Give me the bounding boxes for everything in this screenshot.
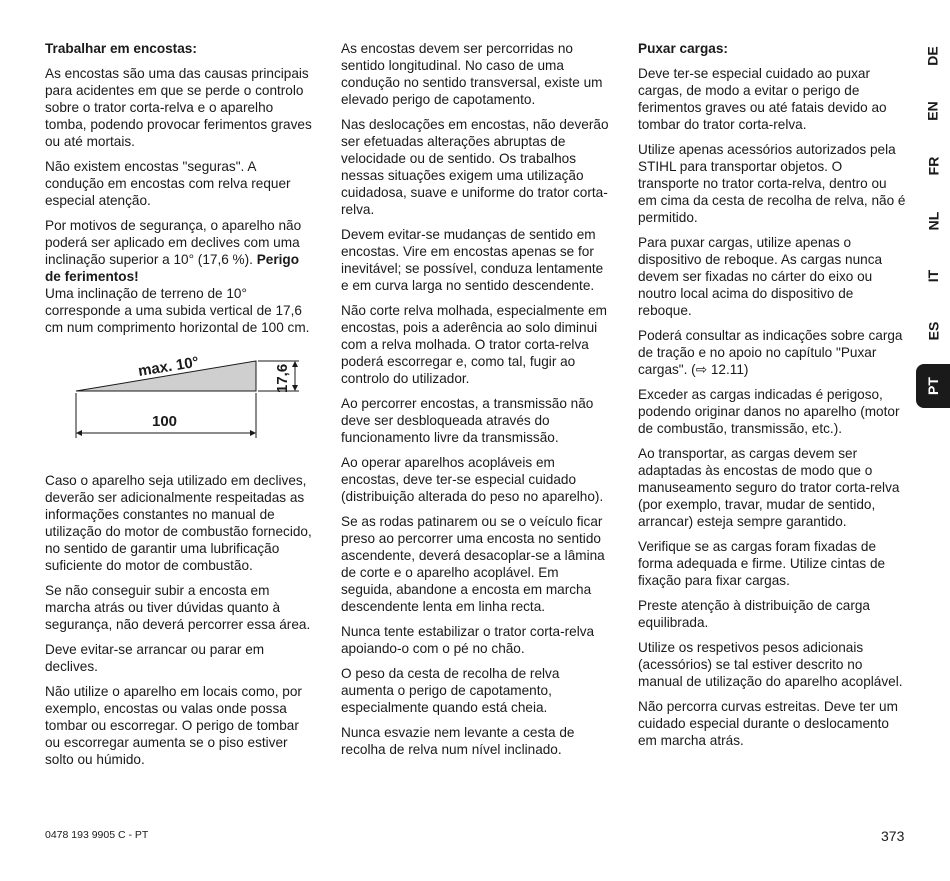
height-arrow-down	[292, 385, 298, 391]
paragraph: Se as rodas patinarem ou se o veículo ficar preso ao percorrer uma encosta no sentido ascendente, deverá desacoplar-se a lâmina de corte e o aparelho acoplável. Em seguida, abandone a encosta em marcha descendente lenta em linha recta.	[341, 514, 605, 614]
paragraph	[45, 217, 313, 285]
paragraph: Não existem encostas "seguras". A condução em encostas com relva requer especial atenção.	[45, 159, 291, 208]
paragraph: Exceder as cargas indicadas é perigoso, podendo originar danos no aparelho (motor de combustão, transmissão, etc.).	[638, 387, 900, 436]
section-heading-slopes: Trabalhar em encostas:	[45, 41, 197, 56]
paragraph: Deve ter-se especial cuidado ao puxar cargas, de modo a evitar o perigo de ferimentos graves ou até fatais devido ao tombar do trator corta-relva.	[638, 66, 887, 132]
paragraph: Uma inclinação de terreno de 10° corresponde a uma subida vertical de 17,6 cm num comprimento horizontal de 100 cm.	[45, 286, 310, 335]
paragraph: Não percorra curvas estreitas. Deve ter um cuidado especial durante o deslocamento em marcha atrás.	[638, 699, 898, 748]
paragraph: Verifique se as cargas foram fixadas de forma adequada e firme. Utilize cintas de fixação para fixar cargas.	[638, 539, 886, 588]
height-label: 17,6	[274, 363, 291, 393]
section-heading-loads: Puxar cargas:	[638, 41, 728, 56]
paragraph: As encostas devem ser percorridas no sentido longitudinal. No caso de uma condução no sentido transversal, existe um elevado perigo de capotamento.	[341, 41, 603, 107]
length-label: 100	[152, 413, 178, 430]
paragraph: Deve evitar-se arrancar ou parar em declives.	[45, 642, 265, 674]
paragraph: O peso da cesta de recolha de relva aumenta o perigo de capotamento, especialmente quando está cheia.	[341, 666, 560, 715]
column-middle	[341, 40, 609, 766]
language-tab-pt[interactable]: PT	[916, 364, 950, 408]
paragraph: Caso o aparelho seja utilizado em declives, deverão ser adicionalmente respeitadas as informações constantes no manual de utilização do motor de combustão fornecido, no sentido de garantir uma lubrificação suficiente do motor de combustão.	[45, 473, 312, 573]
paragraph: Utilize apenas acessórios autorizados pela STIHL para transportar objetos. O transporte no trator corta-relva, dentro ou em cima da cesta de recolha de relva, não é permitido.	[638, 142, 906, 225]
paragraph: Para puxar cargas, utilize apenas o dispositivo de reboque. As cargas nunca devem ser fixadas no cárter do eixo ou noutro local acima do dispositivo de reboque.	[638, 235, 883, 318]
paragraph: Preste atenção à distribuição de carga equilibrada.	[638, 598, 870, 630]
paragraph: Nunca tente estabilizar o trator corta-relva apoiando-o com o pé no chão.	[341, 624, 595, 656]
paragraph: Poderá consultar as indicações sobre carga de tração e no apoio no capítulo "Puxar cargas". (⇨ 12.11)	[638, 328, 903, 377]
angle-label: max. 10°	[136, 353, 200, 380]
language-tab-de[interactable]: DE	[924, 46, 941, 66]
paragraph: Não utilize o aparelho em locais como, por exemplo, encostas ou valas onde possa tombar ou escorregar. O perigo de tombar ou escorregar aumenta se o piso estiver solto ou húmido.	[45, 684, 302, 767]
paragraph: Utilize os respetivos pesos adicionais (acessórios) se tal estiver descrito no manual de utilização do aparelho acoplável.	[638, 640, 903, 689]
language-tab-it[interactable]: IT	[924, 269, 941, 283]
language-tab-en[interactable]: EN	[924, 101, 941, 121]
language-tab-nl[interactable]: NL	[924, 211, 941, 231]
paragraph: Devem evitar-se mudanças de sentido em encostas. Vire em encostas apenas se for inevitável; se possível, conduza lentamente e em curva larga no sentido descendente.	[341, 227, 604, 293]
paragraph: Ao operar aparelhos acopláveis em encostas, deve ter-se especial cuidado (distribuição alterada do peso no aparelho).	[341, 455, 604, 504]
height-arrow-up	[292, 361, 298, 367]
paragraph: Nunca esvazie nem levante a cesta de recolha de relva num nível inclinado.	[341, 725, 575, 757]
language-tab-fr[interactable]: FR	[924, 156, 941, 176]
paragraph: As encostas são uma das causas principais para acidentes em que se perde o controlo sobre o trator corta-relva e o aparelho tomba, podendo provocar ferimentos graves ou até mortais.	[45, 66, 312, 149]
page-number: 373	[881, 828, 905, 844]
paragraph: Ao percorrer encostas, a transmissão não deve ser desbloqueada através do funcionamento livre da transmissão.	[341, 396, 594, 445]
paragraph: Não corte relva molhada, especialmente em encostas, pois a aderência ao solo diminui com a relva molhada. O trator corta-relva poderá escorregar e, como tal, fugir ao controlo do utilizador.	[341, 303, 607, 386]
column-right	[638, 40, 906, 757]
document-code: 0478 193 9905 C - PT	[45, 829, 149, 841]
paragraph: Se não conseguir subir a encosta em marcha atrás ou tiver dúvidas quanto à segurança, não deverá percorrer essa área.	[45, 583, 311, 632]
language-tabs	[916, 40, 950, 431]
language-tab-es[interactable]: ES	[925, 321, 941, 341]
paragraph: Nas deslocações em encostas, não deverão ser efetuadas alterações abruptas de velocidade ou de sentido. Os trabalhos nessas situações exigem uma utilização cuidadosa, suave e uniforme do trator corta-relva.	[341, 117, 609, 217]
paragraph: Ao transportar, as cargas devem ser adaptadas às encostas de modo que o manuseamento seguro do trator corta-relva (por exemplo, travar, mudar de sentido, arrancar) esteja sempre garantido.	[638, 446, 900, 529]
length-arrow-right	[250, 430, 256, 436]
column-left	[45, 40, 313, 776]
warning-text: Perigo de ferimentos!	[45, 252, 300, 284]
paragraph-text: Por motivos de segurança, o aparelho não poderá ser aplicado em declives com uma inclinação superior a 10° (17,6 %).	[45, 218, 302, 267]
slope-diagram	[59, 346, 319, 458]
length-arrow-left	[76, 430, 82, 436]
